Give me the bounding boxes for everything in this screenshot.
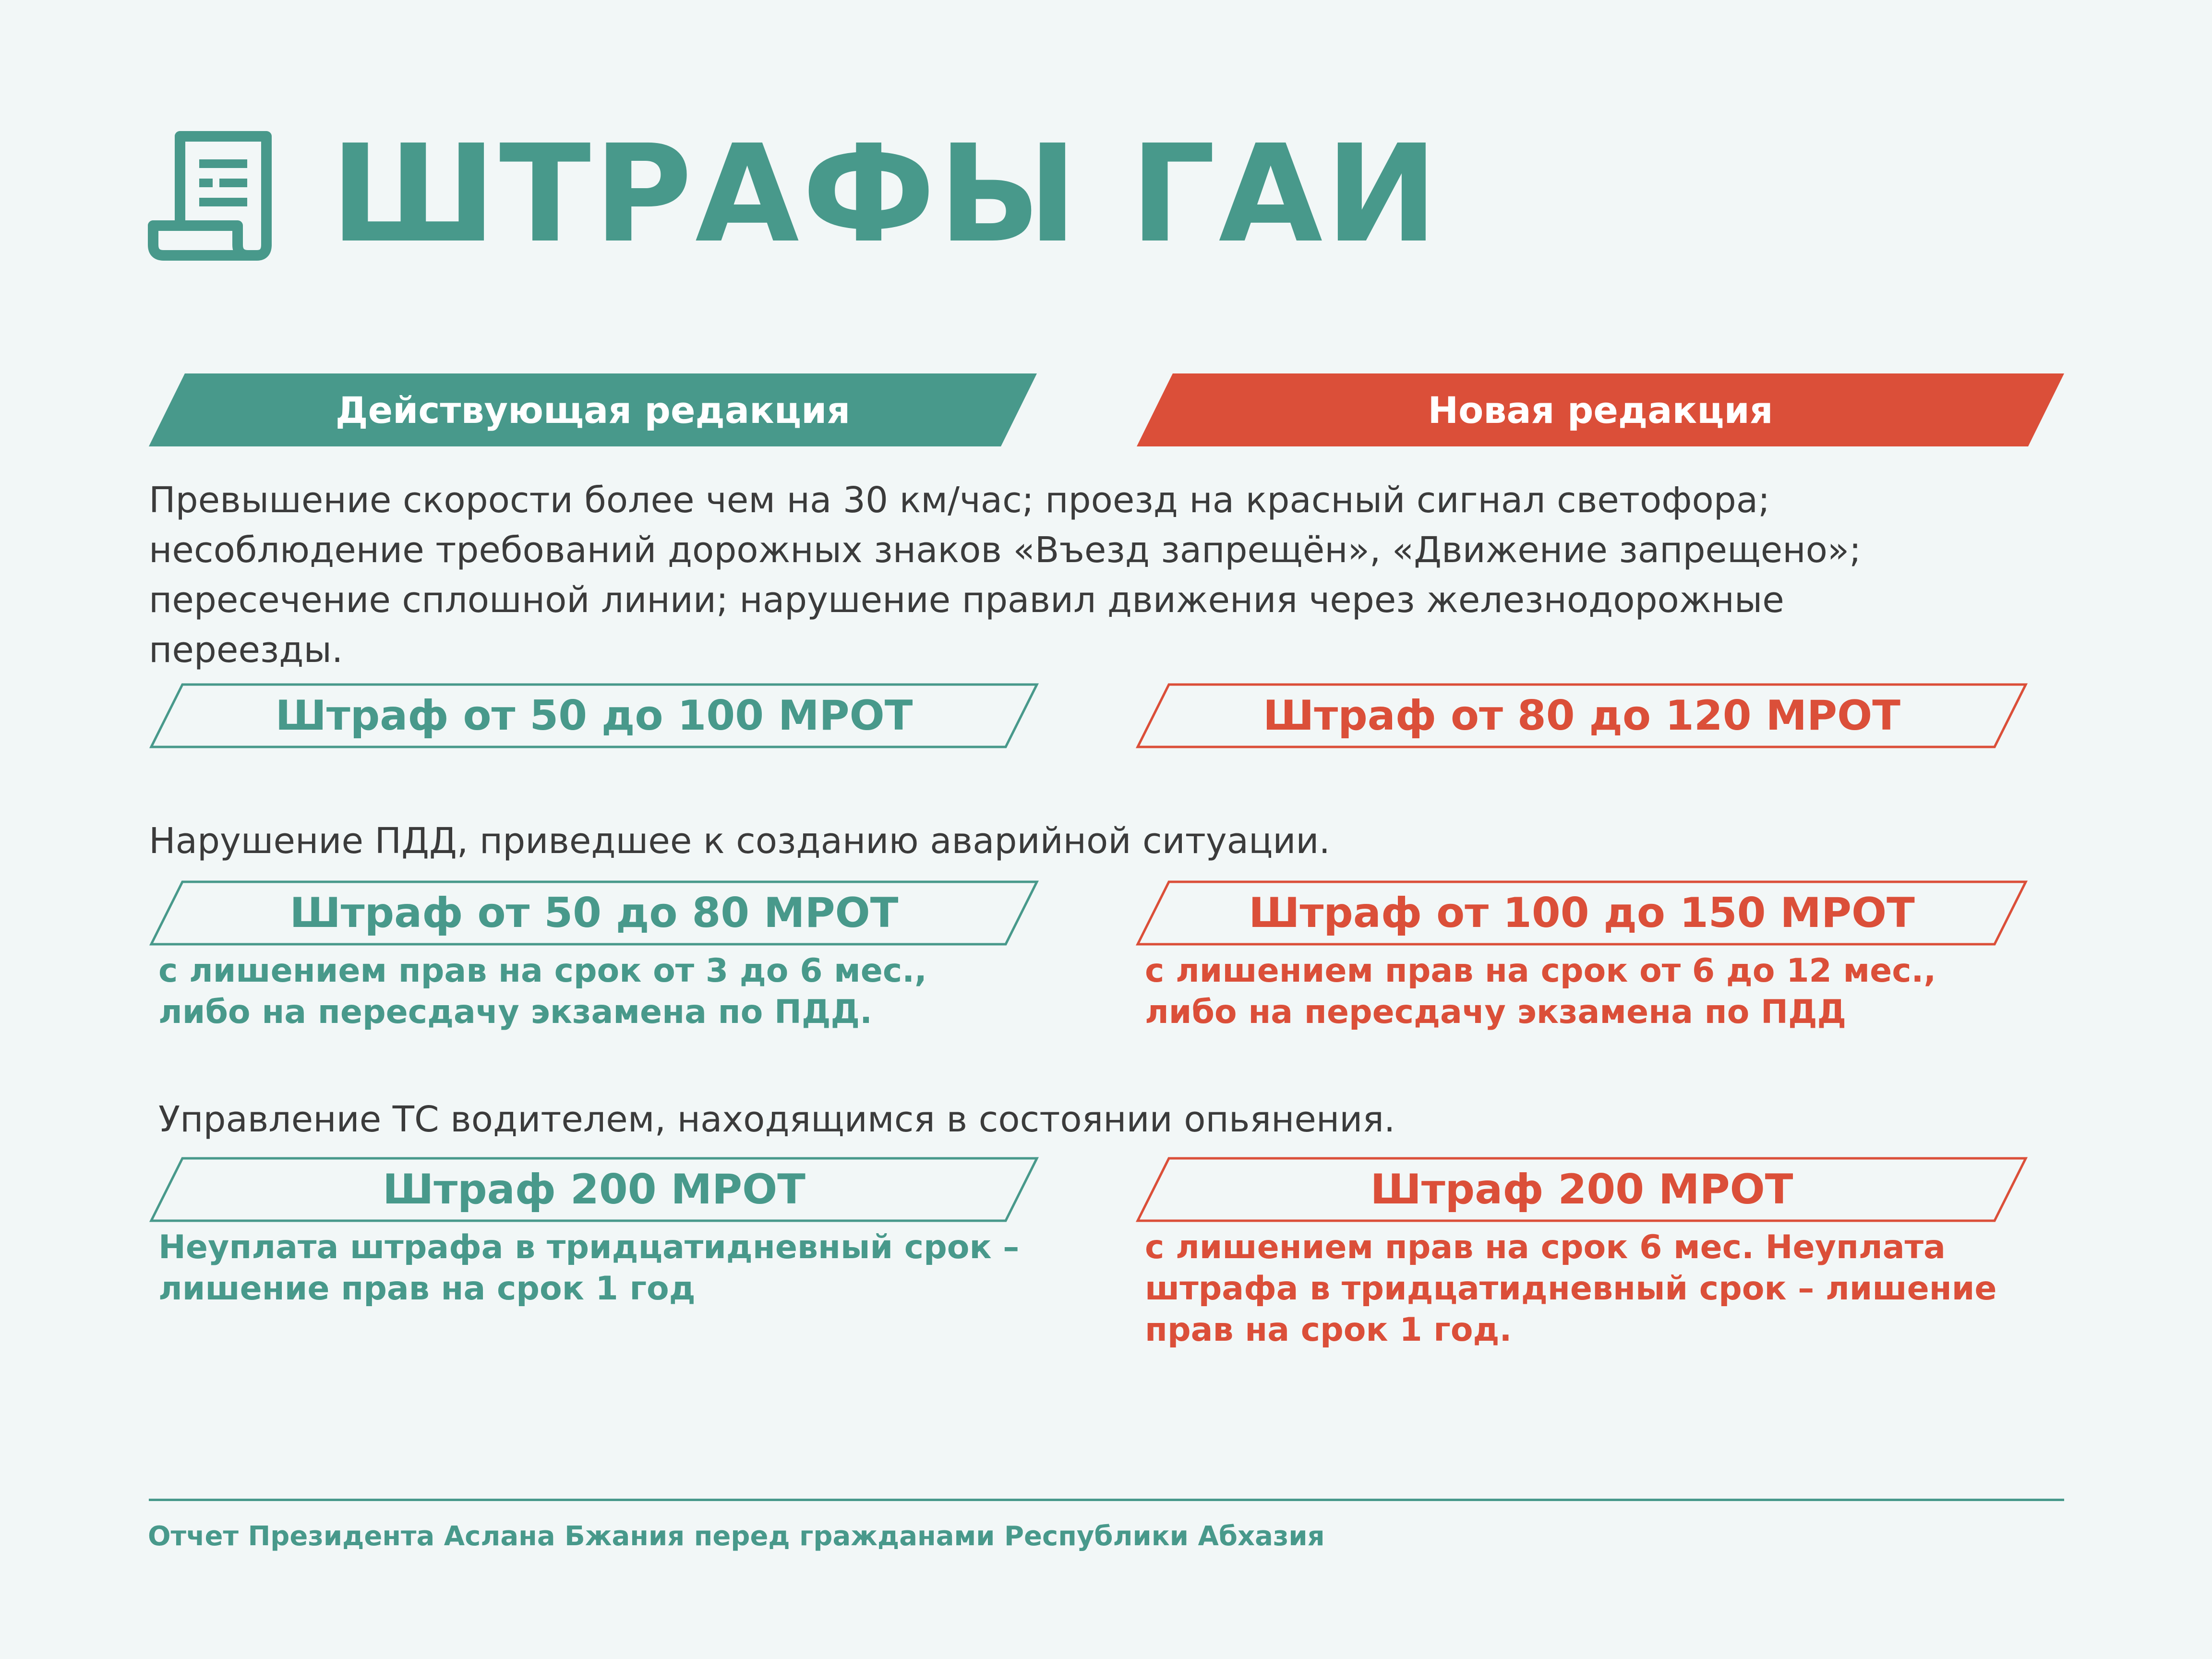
new-fine-label: Штраф от 100 до 150 МРОТ — [1249, 889, 1915, 937]
current-edition-label: Действующая редакция — [335, 388, 851, 432]
new-fine-box — [1135, 880, 2028, 946]
footer-caption: Отчет Президента Аслана Бжания перед гражданами Республики Абхазия — [148, 1521, 1325, 1552]
current-edition-banner — [149, 373, 1037, 446]
new-fine-box — [1135, 683, 2028, 748]
new-fine-label: Штраф от 80 до 120 МРОТ — [1263, 692, 1900, 740]
current-fine-label: Штраф 200 МРОТ — [383, 1166, 805, 1214]
new-fine-label: Штраф 200 МРОТ — [1370, 1166, 1793, 1214]
new-fine-note: с лишением прав на срок от 6 до 12 мес., либо на пересдачу экзамена по ПДД — [1145, 952, 1936, 1031]
document-scroll-icon — [146, 130, 276, 264]
current-fine-box — [149, 880, 1039, 946]
footer-divider — [149, 1499, 2064, 1501]
violation-description: Управление ТС водителем, находящимся в состоянии опьянения. — [158, 1099, 1395, 1140]
current-fine-box — [149, 1157, 1039, 1222]
page-title: ШТРАФЫ ГАИ — [330, 116, 1441, 273]
current-fine-label: Штраф от 50 до 80 МРОТ — [289, 889, 899, 937]
new-edition-label: Новая редакция — [1428, 388, 1773, 432]
new-fine-box — [1135, 1157, 2028, 1222]
violation-description: Превышение скорости более чем на 30 км/час; проезд на красный сигнал светофора; несоблюдение требований дорожных знаков «Въезд запрещён», «Движение запрещено»; пересечение сплошной линии; нарушение правил движения через железнодорожные переезды. — [149, 480, 1862, 671]
new-fine-note: с лишением прав на срок 6 мес. Неуплата штрафа в тридцатидневный срок – лишение прав на срок 1 год. — [1145, 1228, 1997, 1349]
violation-description: Нарушение ПДД, приведшее к созданию аварийной ситуации. — [149, 820, 1331, 862]
current-fine-label: Штраф от 50 до 100 МРОТ — [275, 692, 913, 740]
current-fine-note: Неуплата штрафа в тридцатидневный срок – лишение прав на срок 1 год — [158, 1228, 1020, 1308]
current-fine-box — [149, 683, 1039, 748]
current-fine-note: с лишением прав на срок от 3 до 6 мес., либо на пересдачу экзамена по ПДД. — [158, 952, 927, 1031]
new-edition-banner — [1137, 373, 2064, 446]
